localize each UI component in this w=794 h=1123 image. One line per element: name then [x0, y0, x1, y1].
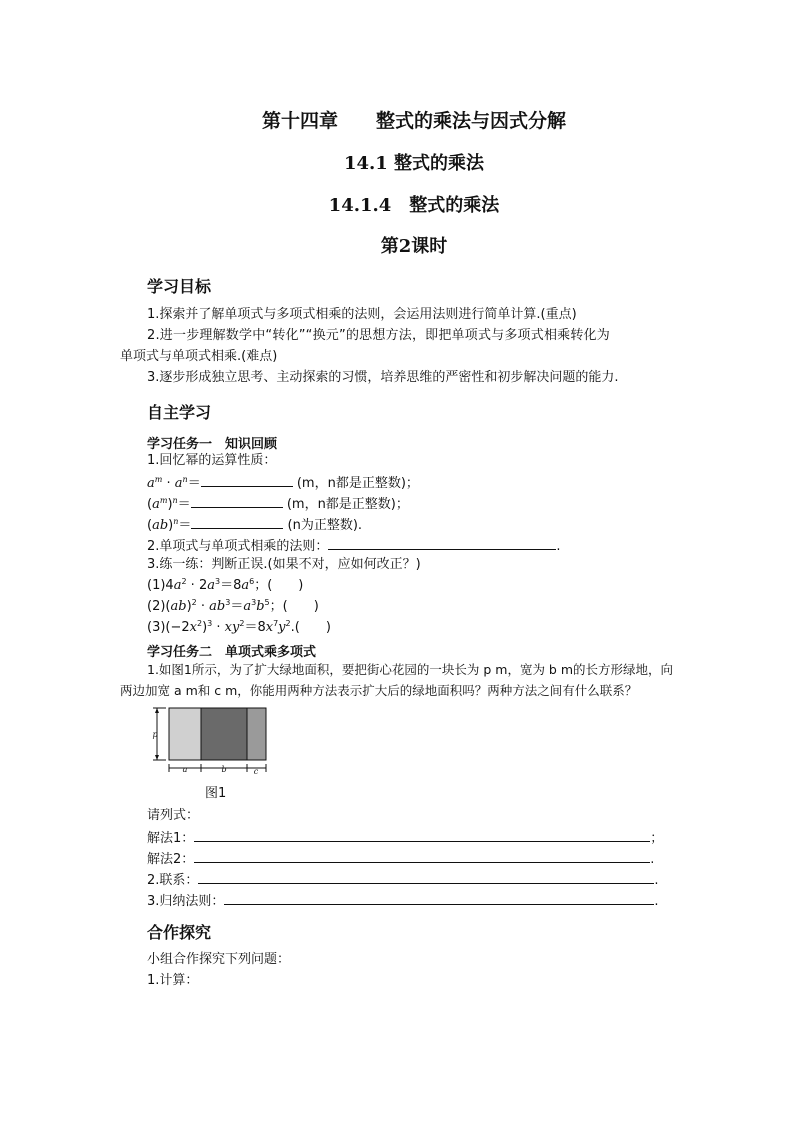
chapter-title: 第十四章 整式的乘法与因式分解 — [261, 110, 566, 132]
cooperation-intro: 小组合作探究下列问题： — [147, 952, 291, 967]
answer-blank-3[interactable] — [191, 516, 283, 529]
self-study-heading: 自主学习 — [147, 403, 212, 422]
rect-b — [201, 708, 247, 760]
objective-1: 1.探索并了解单项式与多项式相乘的法则，会运用法则进行简单计算.(重点) — [147, 307, 577, 322]
objectives-heading: 学习目标 — [147, 277, 212, 296]
method-2-blank[interactable] — [194, 850, 650, 863]
summary-line: 3.归纳法则： . — [147, 894, 659, 909]
formula-2: $(a^m)^n= (m$，n都是正整数)； — [147, 496, 409, 512]
task1-heading: 学习任务一 知识回顾 — [147, 437, 278, 452]
formula-3: (ab)$^n$＝ (n为正整数). — [147, 517, 363, 533]
relation-line: 2.联系： . — [147, 873, 659, 888]
relation-blank[interactable] — [198, 871, 654, 884]
objective-2-line1: 2.进一步理解数学中“转化”“换元”的思想方法，即把单项式与多项式相乘转化为 — [147, 328, 610, 343]
objective-2-line2: 单项式与单项式相乘.(难点) — [120, 349, 278, 364]
recall-prompt: 1.回忆幂的运算性质： — [147, 453, 277, 468]
practice-prompt: 3.练一练：判断正误.(如果不对，应如何改正？) — [147, 557, 421, 572]
lesson-title: 第2课时 — [380, 236, 448, 257]
formula-1: $a^m \cdot a^n= (m$，n都是正整数)； — [147, 475, 419, 491]
task2-heading: 学习任务二 单项式乘多项式 — [147, 645, 317, 660]
method-1-blank[interactable] — [194, 829, 650, 842]
rect-a — [169, 708, 201, 760]
label-p: p — [152, 730, 158, 739]
method-2-line: 解法2： . — [147, 852, 655, 867]
list-prompt: 请列式： — [147, 808, 200, 823]
summary-blank[interactable] — [224, 892, 654, 905]
answer-blank-2[interactable] — [191, 495, 283, 508]
rect-c — [247, 708, 266, 760]
objective-3: 3.逐步形成独立思考、主动探索的习惯，培养思维的严密性和初步解决问题的能力. — [147, 370, 619, 385]
question-1-line2: 两边加宽 a m和 c m，你能用两种方法表示扩大后的绿地面积吗？两种方法之间有什么联系？ — [120, 683, 638, 698]
practice-item-3: $(3)(-2x^2)^3 \cdot xy^2=8x^7y^2$.( ) — [147, 619, 331, 635]
rule-blank[interactable] — [328, 537, 556, 550]
label-a: a — [182, 765, 188, 774]
figure-1-diagram — [148, 702, 273, 777]
practice-item-2: $(2)(ab)^2 \cdot ab^3=a^3b^5$；( ) — [147, 598, 319, 614]
question-1-line1: 1.如图1所示，为了扩大绿地面积，要把街心花园的一块长为 p m，宽为 b m的长方形绿地，向 — [147, 662, 673, 677]
figure-caption: 图1 — [205, 786, 227, 801]
section-title: 14.1 整式的乘法 — [343, 153, 485, 174]
cooperation-heading: 合作探究 — [147, 923, 212, 942]
subsection-title: 14.1.4 整式的乘法 — [328, 195, 500, 216]
practice-item-1: $(1)4a^2 \cdot 2a^3=8a^6$；( ) — [147, 577, 304, 593]
rule-prompt: 2.单项式与单项式相乘的法则： . — [147, 539, 561, 554]
answer-blank-1[interactable] — [201, 474, 293, 487]
method-1-line: 解法1： ； — [147, 831, 664, 846]
calc-prompt: 1.计算： — [147, 973, 199, 988]
label-c: c — [253, 767, 259, 776]
label-b: b — [221, 765, 227, 774]
